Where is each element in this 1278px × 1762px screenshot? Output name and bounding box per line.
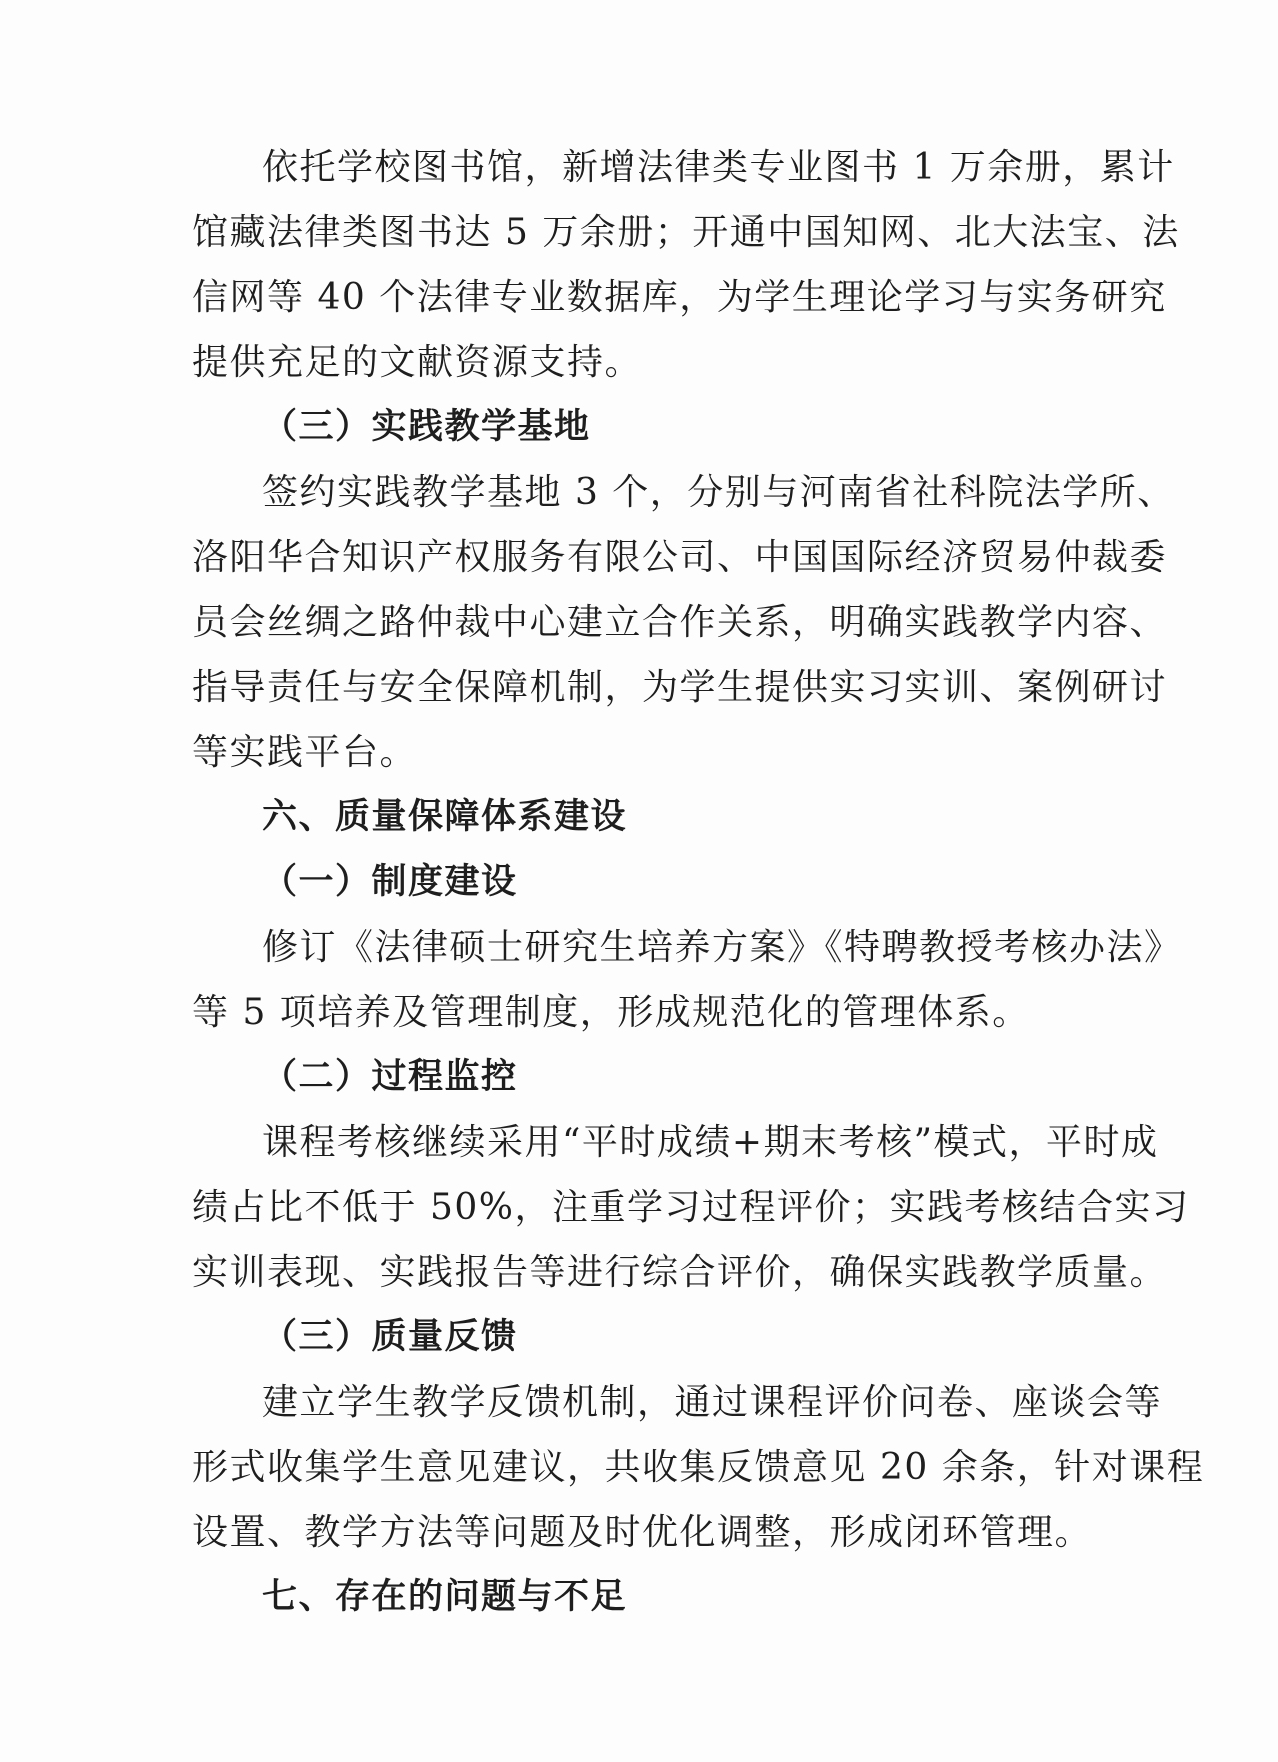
section-heading: （二）过程监控 (262, 1057, 518, 1097)
paragraph-line: 依托学校图书馆，新增法律类专业图书 1 万余册，累计 (262, 147, 1175, 188)
section-heading: （三）实践教学基地 (262, 407, 591, 447)
paragraph-line: 课程考核继续采用“平时成绩+期末考核”模式，平时成 (262, 1122, 1159, 1163)
paragraph-line: 馆藏法律类图书达 5 万余册；开通中国知网、北大法宝、法 (192, 212, 1180, 253)
paragraph-line: 实训表现、实践报告等进行综合评价，确保实践教学质量。 (192, 1252, 1168, 1293)
paragraph-line: 指导责任与安全保障机制，为学生提供实习实训、案例研讨 (192, 667, 1168, 708)
section-heading: （三）质量反馈 (262, 1317, 518, 1357)
paragraph-line: 洛阳华合知识产权服务有限公司、中国国际经济贸易仲裁委 (192, 537, 1168, 578)
paragraph-line: 修订《法律硕士研究生培养方案》《特聘教授考核办法》 (262, 927, 1182, 968)
paragraph-line: 形式收集学生意见建议，共收集反馈意见 20 余条，针对课程 (192, 1447, 1205, 1488)
paragraph-line: 签约实践教学基地 3 个，分别与河南省社科院法学所、 (262, 472, 1175, 513)
paragraph-line: 员会丝绸之路仲裁中心建立合作关系，明确实践教学内容、 (192, 602, 1168, 643)
section-heading: （一）制度建设 (262, 862, 518, 902)
chapter-heading: 六、质量保障体系建设 (262, 797, 628, 837)
paragraph-line: 设置、教学方法等问题及时优化调整，形成闭环管理。 (192, 1512, 1093, 1553)
paragraph-line: 等实践平台。 (192, 732, 418, 773)
chapter-heading: 七、存在的问题与不足 (262, 1577, 628, 1617)
paragraph-line: 等 5 项培养及管理制度，形成规范化的管理体系。 (192, 992, 1030, 1033)
paragraph-line: 信网等 40 个法律专业数据库，为学生理论学习与实务研究 (192, 277, 1167, 318)
paragraph-line: 建立学生教学反馈机制，通过课程评价问卷、座谈会等 (262, 1382, 1163, 1423)
paragraph-line: 提供充足的文献资源支持。 (192, 342, 643, 383)
paragraph-line: 绩占比不低于 50%，注重学习过程评价；实践考核结合实习 (192, 1187, 1190, 1228)
document-body (192, 135, 1205, 1630)
